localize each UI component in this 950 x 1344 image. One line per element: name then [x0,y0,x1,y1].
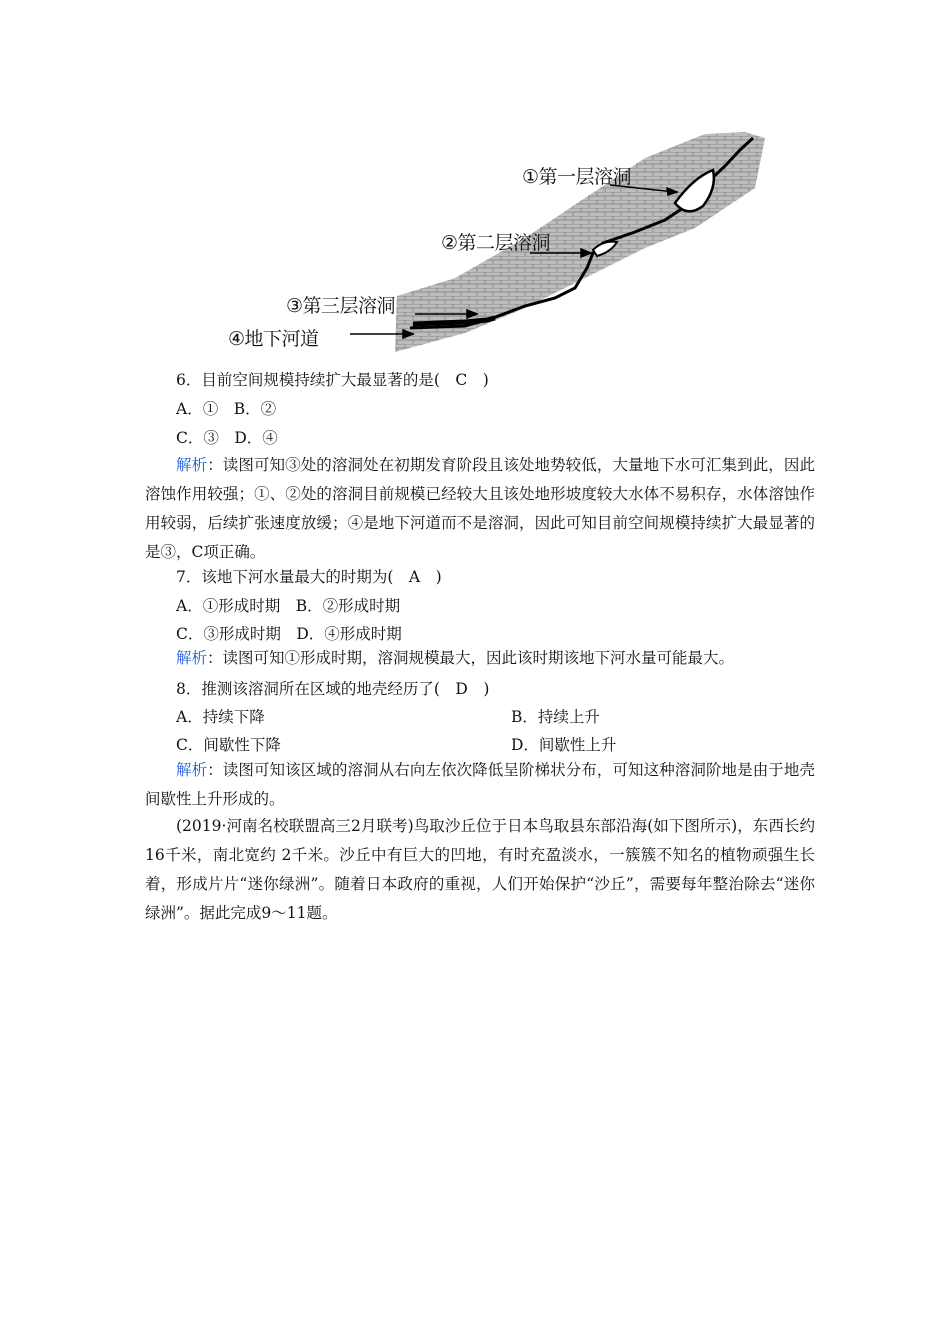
label-cave-1: ①第一层溶洞 [522,166,632,188]
q7-jiexi-text: ：读图可知①形成时期，溶洞规模最大，因此该时期该地下河水量可能最大。 [207,649,735,667]
label-river: ④地下河道 [228,328,319,350]
q8-jiexi-label: 解析 [176,761,208,779]
label-cave-2: ②第二层溶洞 [441,232,551,254]
q8-jiexi-text: ：读图可知该区域的溶洞从右向左依次降低呈阶梯状分布，可知这种溶洞阶地是由于地壳间歇性上升形成的。 [145,761,815,808]
q8-option-d: D．间歇性上升 [511,736,617,754]
q7-explanation [145,644,815,673]
q6-jiexi-text: ：读图可知③处的溶洞处在初期发育阶段且该处地势较低，大量地下水可汇集到此，因此溶蚀作用较强；①、②处的溶洞目前规模已经较大且该处地形坡度较大水体不易积存，水体溶蚀作用较弱，后续扩张速度放缓；④是地下河道而不是溶洞，因此可知目前空间规模持续扩大最显著的是③，C项正确。 [145,456,815,561]
q6-options-ab: A．① B．② [176,400,277,418]
q6-jiexi-label: 解析 [176,456,208,474]
q8-stem: 8．推测该溶洞所在区域的地壳经历了( D ) [176,680,490,698]
label-cave-3: ③第三层溶洞 [286,295,396,317]
q6-explanation [145,451,815,567]
q7-stem: 7．该地下河水量最大的时期为( A ) [176,568,442,586]
q8-option-c: C．间歇性下降 [176,736,281,754]
q6-stem: 6．目前空间规模持续扩大最显著的是( C ) [176,371,489,389]
q7-options-cd: C．③形成时期 D．④形成时期 [176,625,402,643]
q8-explanation [145,756,815,814]
q8-option-b: B．持续上升 [511,708,600,726]
q8-option-a: A．持续下降 [176,708,265,726]
intro-paragraph: (2019·河南名校联盟高三2月联考)鸟取沙丘位于日本鸟取县东部沿海(如下图所示)，东西长约16千米，南北宽约 2千米。沙丘中有巨大的凹地，有时充盈淡水，一簇簇不知名的植物顽强生长着，形成片片“迷你绿洲”。随着日本政府的重视，人们开始保护“沙丘”，需要每年整治除去“迷你绿洲”。据此完成9～11题。 [145,817,815,922]
karst-cave-diagram [225,128,765,356]
q7-options-ab: A．①形成时期 B．②形成时期 [176,597,401,615]
q7-jiexi-label: 解析 [176,649,208,667]
q6-options-cd: C．③ D．④ [176,429,278,447]
